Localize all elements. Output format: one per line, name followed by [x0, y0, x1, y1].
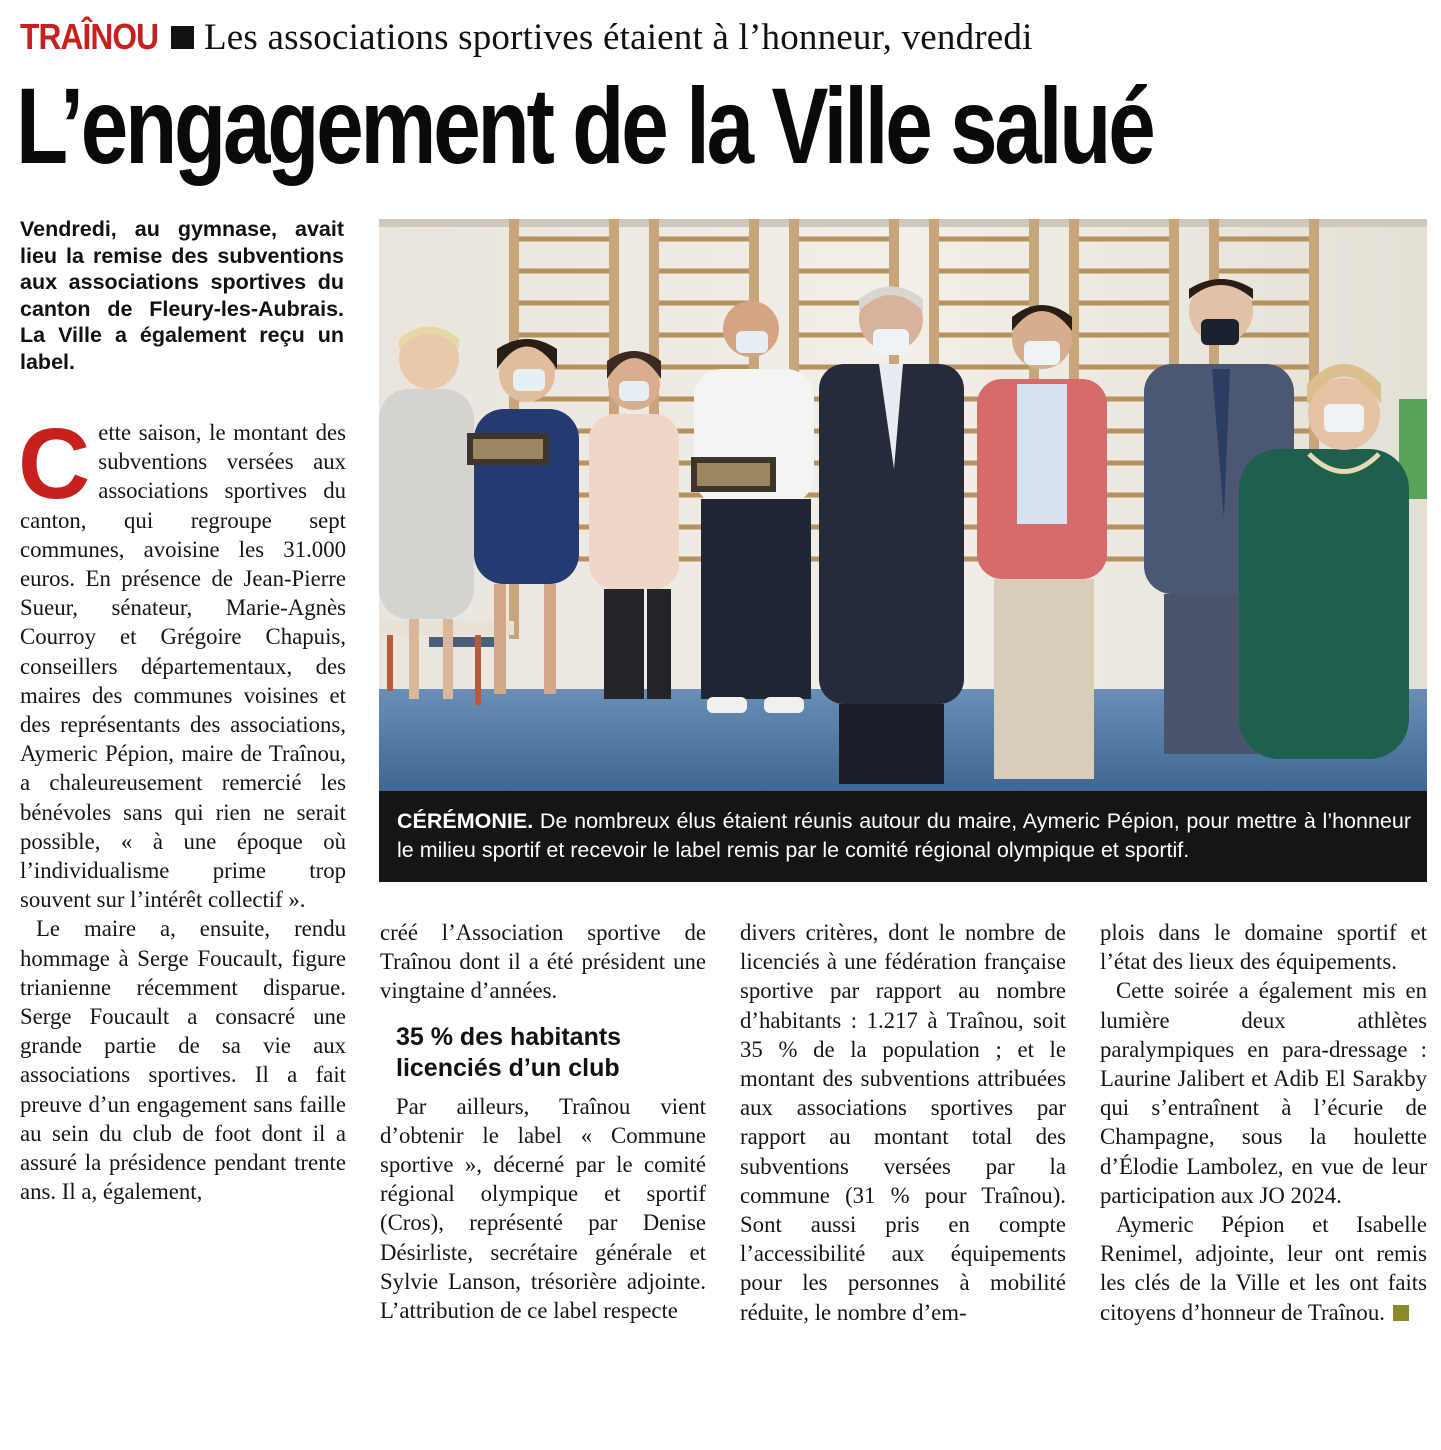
end-of-article-mark: [1393, 1305, 1409, 1321]
standfirst: Vendredi, au gymnase, avait lieu la remise des subventions aux associations sportives du canton de Fleury-les-Aubrais. La Ville a également reçu un label.: [20, 217, 344, 374]
caption-text: De nombreux élus étaient réunis autour du maire, Aymeric Pépion, pour mettre à l’honneur le milieu sportif et recevoir le label remis par le comité régional olympique et sportif.: [397, 809, 1411, 862]
paragraph-3-end: plois dans le domaine sportif et l’état des lieux des équipements.: [1100, 920, 1427, 975]
paragraph-4: Cette soirée a également mis en lumière deux athlètes paralympiques en para-dressage : Laurine Jalibert et Adib El Sarakby qui s’entraînent à l’écurie de Champagne, sous la houlette d’Élodie Lambolez, en vue de leur participation aux JO 2024.: [1100, 978, 1427, 1208]
article-kicker: [20, 14, 1033, 60]
drop-cap: C: [18, 408, 91, 520]
column-4: [1100, 918, 1427, 1327]
ceremony-photo: [379, 219, 1427, 791]
photo-caption: [397, 807, 1411, 865]
paragraph-2-continued: créé l’Association sportive de Traînou dont il a été président une vingtaine d’années.: [380, 920, 706, 1004]
column-1: [18, 408, 346, 1206]
paragraph-5: [1100, 1210, 1427, 1327]
paragraph-1-text: ette saison, le montant des subventions versées aux associations sportives du canton, qui regroupe sept communes, avoisine les 31.000 euros. En présence de Jean-Pierre Sueur, sénateur, Marie-Agnès Courroy et Grégoire Chapuis, conseillers départementaux, des maires des communes voisines et des représentants des associations, Aymeric Pépion, maire de Traînou, a chaleureusement remercié les bénévoles sans qui rien ne serait possible, « à une époque où l’individualisme prime trop souvent sur l’intérêt collectif ».: [20, 420, 346, 913]
paragraph-2: Le maire a, ensuite, rendu hommage à Serge Foucault, figure trianienne récemment disparue. Serge Foucault a consacré une grande partie de sa vie aux associations sportives. Il a fait preuve d’un engagement sans faille au sein du club de foot dont il a assuré la présidence pendant trente ans. Il a, également,: [20, 916, 346, 1205]
town-label: TRAÎNOU: [20, 16, 159, 57]
paragraph-5-text: Aymeric Pépion et Isabelle Renimel, adjointe, leur ont remis les clés de la Ville et les ont faits citoyens d’honneur de Traînou.: [1100, 1212, 1427, 1325]
kicker-square-bullet: [171, 26, 194, 49]
paragraph-1: [18, 408, 346, 914]
kicker-subtitle: Les associations sportives étaient à l’honneur, vendredi: [204, 16, 1033, 58]
paragraph-3-continued: divers critères, dont le nombre de licenciés à une fédération française sportive par rapport au nombre d’habitants : 1.217 à Traînou, soit 35 % de la population ; et le montant des subventions attribuées aux associations sportives par rapport au montant total des subventions versées par la commune (31 % pour Traînou). Sont aussi pris en compte l’accessibilité aux équipements pour les personnes à mobilité réduite, le nombre d’em-: [740, 920, 1066, 1325]
headline: L’engagement de la Ville salué: [16, 65, 1153, 186]
paragraph-3: Par ailleurs, Traînou vient d’obtenir le label « Commune sportive », décerné par le comité régional olympique et sportif (Cros), représenté par Denise Désirliste, secrétaire générale et Sylvie Lanson, trésorière adjointe. L’attribution de ce label respecte: [380, 1093, 706, 1324]
photo-block: [379, 219, 1427, 882]
column-3: [740, 918, 1066, 1327]
ceremony-photo-illustration: [379, 219, 1427, 791]
caption-lead: CÉRÉMONIE.: [397, 809, 534, 833]
column-2: [380, 918, 706, 1325]
subheading: 35 % des habitants licenciés d’un club: [396, 1022, 622, 1082]
